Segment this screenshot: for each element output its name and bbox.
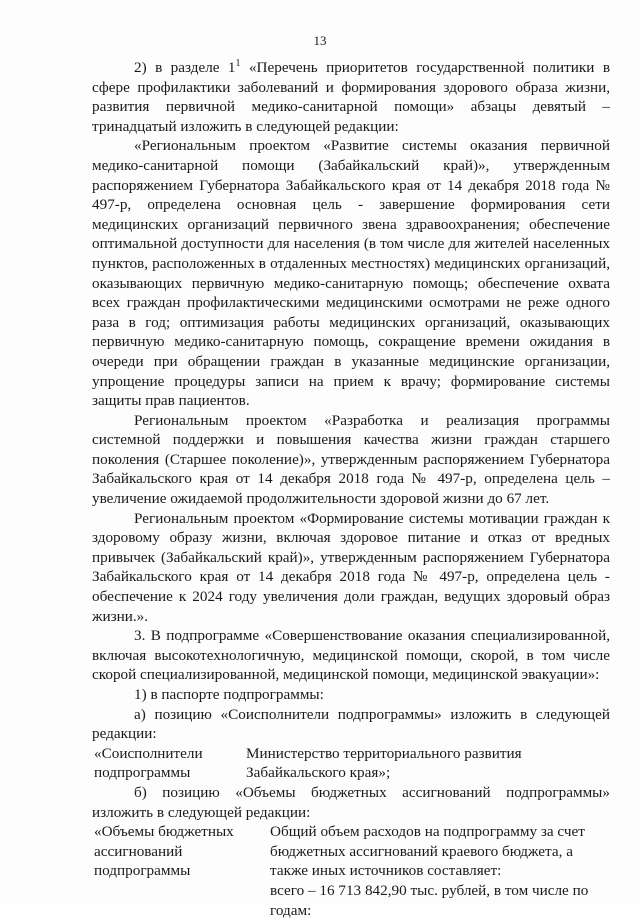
budget-label	[92, 822, 270, 920]
co-executors-value	[246, 744, 610, 783]
value-line: годам:	[270, 901, 312, 919]
paragraph-healthy-lifestyle-project: Региональным проектом «Формирование системы мотивации граждан к здоровому образу жизни, включая здоровое питание и отказ от вредных привычек (Забайкальский край)», утвержденным распоряжением Губернатора Забайкальского края от 14 декабря 2018 года № 497-р, определена цель - обеспечение к 2024 году увеличения доли граждан, ведущих здоровый образ жизни.».	[92, 509, 610, 625]
paragraph-passport-item-1: 1) в паспорте подпрограммы:	[134, 686, 324, 703]
co-executors-table-row	[92, 744, 610, 783]
label-line: подпрограммы	[94, 862, 191, 880]
paragraph-primary-care-project: «Региональным проектом «Развитие системы оказания первичной медико-санитарной помощи (Забайкальский край)», утвержденным распоряжением Губернатора Забайкальского края от 14 декабря 2018 года № 497-р, определена основная цель - завершение формирования сети медицинских организаций первичного звена здравоохранения; обеспечение оптимальной доступности для населения (в том числе для жителей населенных пунктов, расположенных в отдаленных местностях) медицинских организаций, оказывающих первичную медико-санитарную помощь; обеспечение охвата всех граждан профилактическими медицинскими осмотрами не реже одного раза в год; оптимизация работы медицинских организаций, оказывающих первичную медико-санитарную помощь, сокращение времени ожидания в очереди при обращении граждан в указанные медицинские организации, упрощение процедуры записи на прием к врачу; формирование системы защиты прав пациентов.	[92, 137, 610, 410]
value-line: всего – 16 713 842,90 тыс. рублей, в том числе по	[270, 881, 589, 899]
value-line: Общий объем расходов на подпрограмму за счет	[270, 823, 585, 841]
document-body	[92, 58, 610, 920]
label-line: «Объемы бюджетных	[94, 823, 234, 841]
page-number: 13	[313, 33, 327, 48]
paragraph-older-generation-project: Региональным проектом «Разработка и реализация программы системной поддержки и повышения качества жизни граждан старшего поколения (Старшее поколение)», утвержденным распоряжением Губернатора Забайкальского края от 14 декабря 2018 года № 497-р, определена цель – увеличение ожидаемой продолжительности здоровой жизни до 67 лет.	[92, 411, 610, 508]
label-line: подпрограммы	[94, 764, 191, 782]
budget-table-row	[92, 822, 610, 920]
value-line: также иных источников составляет:	[270, 862, 502, 880]
value-line: Министерство территориального развития	[246, 744, 522, 762]
paragraph-section-1-change	[92, 58, 610, 136]
value-line: Забайкальского края»;	[246, 764, 391, 782]
paragraph-text: 2) в разделе 1	[134, 59, 236, 76]
superscript-footnote: 1	[235, 57, 241, 69]
paragraph-item-b: б) позицию «Объемы бюджетных ассигнований подпрограммы» изложить в следующей редакции:	[92, 783, 610, 821]
paragraph-subprogram-3: 3. В подпрограмме «Совершенствование оказания специализированной, включая высокотехнологичную, медицинской помощи, скорой, в том числе скорой специализированной, медицинской помощи, медицинской эвакуации»:	[92, 627, 610, 684]
paragraph-text: «Перечень приоритетов государственной политики в сфере профилактики заболеваний и формирования здорового образа жизни, развития первичной медико-санитарной помощи» абзацы девятый – тринадцатый изложить в следующей редакции:	[92, 59, 610, 135]
label-line: ассигнований	[94, 842, 183, 860]
co-executors-label	[92, 744, 246, 783]
label-line: «Соисполнители	[94, 744, 203, 762]
value-line: бюджетных ассигнований краевого бюджета, а	[270, 842, 573, 860]
budget-value	[270, 822, 610, 920]
paragraph-item-a: а) позицию «Соисполнители подпрограммы» изложить в следующей редакции:	[92, 705, 610, 743]
